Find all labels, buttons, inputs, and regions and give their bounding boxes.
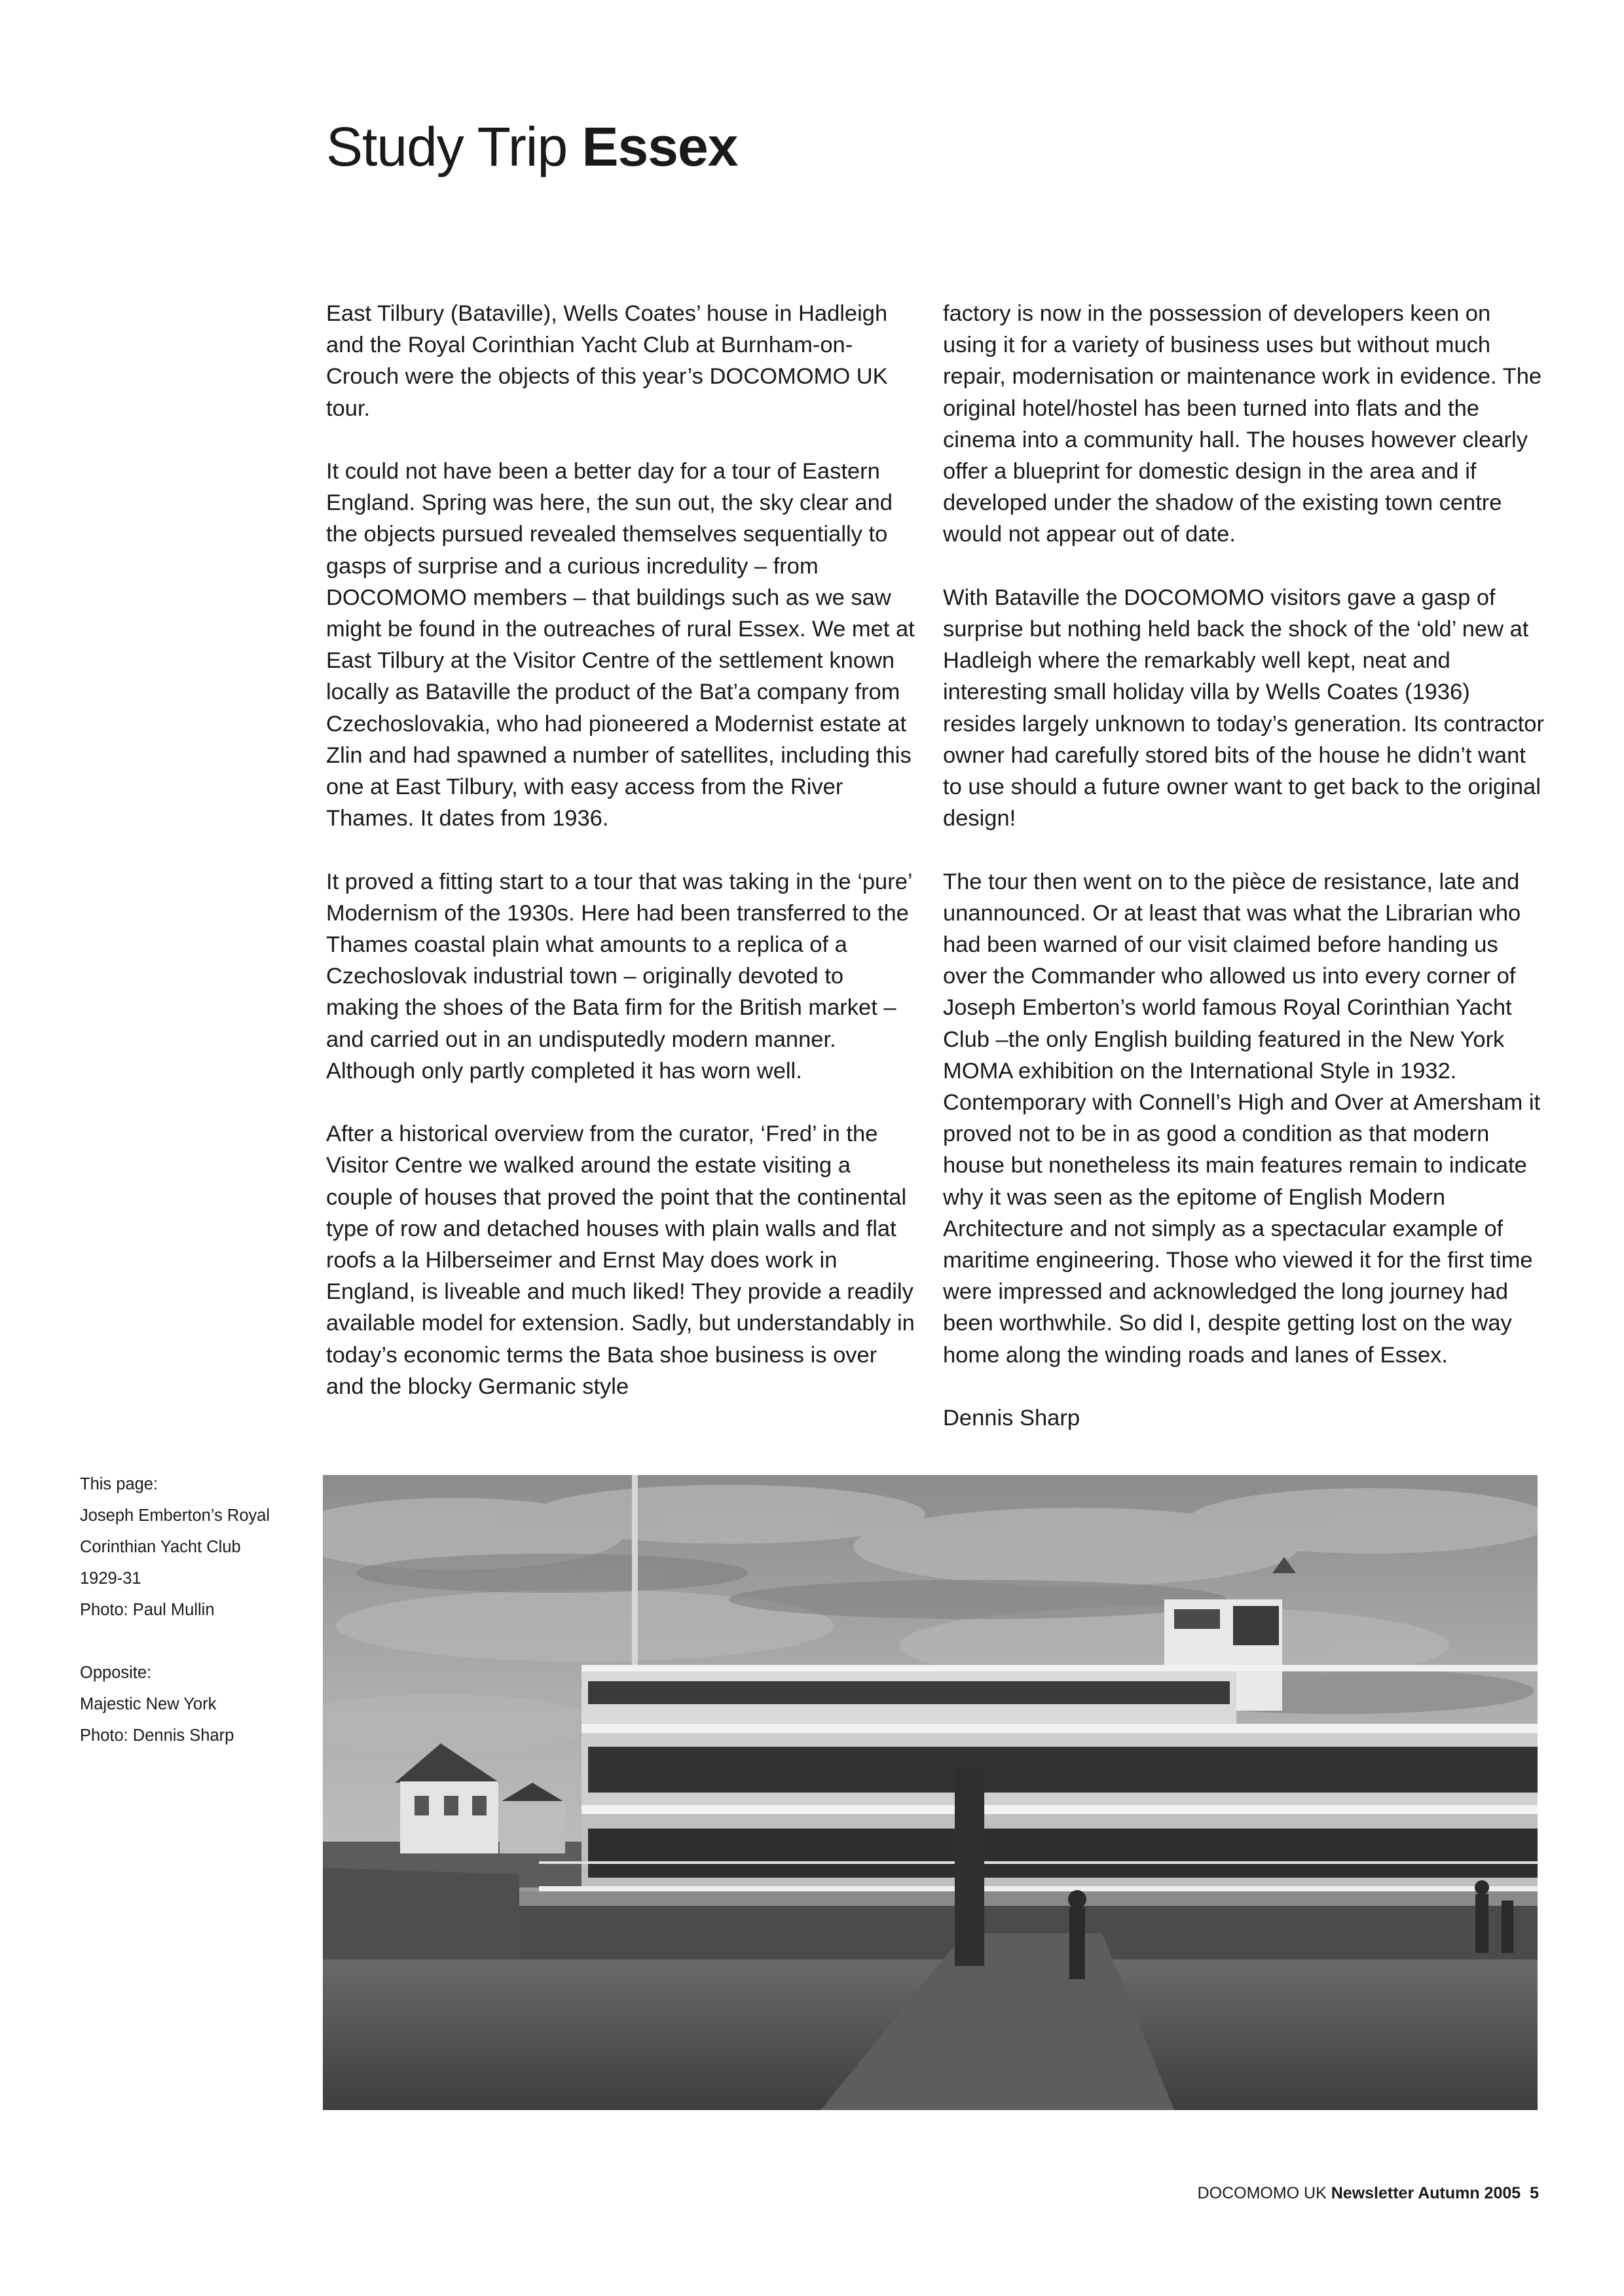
yacht-club-illustration (323, 1475, 1538, 2110)
caption-line: 1929-31 (80, 1569, 141, 1588)
title-bold: Essex (581, 116, 738, 177)
page-title (326, 117, 737, 177)
jetty-pile (955, 1770, 984, 1966)
page-footer (1198, 2184, 1539, 2203)
paragraph: After a historical overview from the curator, ‘Fred’ in the Visitor Centre we walked around the estate visiting a couple of houses that proved the point that the continental type of row and detached houses with plain walls and flat roofs a la Hilberseimer and Ernst May does work in England, is liveable and much liked! They provide a readily available model for extension. Sadly, but understandably in today’s economic terms the Bata shoe business is over and the blocky Germanic style (326, 1121, 915, 1399)
caption-label: This page: (80, 1475, 158, 1493)
caption-line: Photo: Paul Mullin (80, 1601, 215, 1619)
paragraph: factory is now in the possession of developers keen on using it for a variety of business uses but without much repair, modernisation or maintenance work in evidence. The original hotel/hostel has been turned into flats and the cinema into a community hall. The houses however clearly offer a blueprint for domestic design in the area and if developed under the shadow of the existing town centre would not appear out of date. (943, 301, 1542, 547)
paragraph: With Bataville the DOCOMOMO visitors gave a gasp of surprise but nothing held back the shock of the ‘old’ new at Hadleigh where the remarkably well kept, neat and interesting small holiday villa by Wells Coates (1936) resides largely unknown to today’s generation. Its contractor owner had carefully stored bits of the house he didn’t want to use should a future owner want to get back to the original design! (943, 585, 1544, 831)
caption-label: Opposite: (80, 1664, 152, 1682)
page-number: 5 (1530, 2184, 1539, 2202)
footer-publication: DOCOMOMO UK (1197, 2184, 1331, 2202)
footer-issue: Newsletter Autumn 2005 (1331, 2184, 1521, 2202)
article-left-column (326, 298, 915, 1434)
paragraph: The tour then went on to the pièce de resistance, late and unannounced. Or at least that was what the Librarian who had been warned of our visit claimed before handing us over the Commander who allowed us into every corner of Joseph Emberton’s world famous Royal Corinthian Yacht Club –the only English building featured in the New York MOMA exhibition on the International Style in 1932. Contemporary with Connell’s High and Over at Amersham it proved not to be in as good a condition as that modern house but nonetheless its main features remain to indicate why it was seen as the epitome of English Modern Architecture and not simply as a spectacular example of maritime engineering. Those who viewed it for the first time were impressed and acknowledged the long journey had been worthwhile. So did I, despite getting lost on the way home along the winding roads and lanes of Essex. (943, 869, 1541, 1368)
author-signature: Dennis Sharp (943, 1406, 1080, 1431)
photo-caption (80, 1468, 303, 1751)
paragraph: East Tilbury (Bataville), Wells Coates’ house in Hadleigh and the Royal Corinthian Yacht Club at Burnham-on-Crouch were the objects of this year’s DOCOMOMO UK tour. (326, 301, 888, 421)
article-right-column (943, 298, 1545, 1465)
caption-line: Photo: Dennis Sharp (80, 1726, 234, 1745)
title-regular: Study Trip (326, 116, 582, 177)
caption-line: Joseph Emberton’s Royal (80, 1506, 270, 1525)
caption-line: Corinthian Yacht Club (80, 1538, 241, 1556)
paragraph: It proved a fitting start to a tour that was taking in the ‘pure’ Modernism of the 1930s. Here had been transferred to the Thames coastal plain what amounts to a replica of a Czechoslovak industrial town – originally devoted to making the shoes of the Bata firm for the British market – and carried out in an undisputedly modern manner. Although only partly completed it has worn well. (326, 869, 912, 1084)
paragraph: It could not have been a better day for a tour of Eastern England. Spring was here, the sun out, the sky clear and the objects pursued revealed themselves sequentially to gasps of surprise and a curious incredulity – from DOCOMOMO members – that buildings such as we saw might be found in the outreaches of rural Essex. We met at East Tilbury at the Visitor Centre of the settlement known locally as Bataville the product of the Bat’a company from Czechoslovakia, who had pioneered a Modernist estate at Zlin and had spawned a number of satellites, including this one at East Tilbury, with easy access from the River Thames. It dates from 1936. (326, 459, 915, 831)
yacht-club-photo (323, 1475, 1538, 2110)
caption-line: Majestic New York (80, 1695, 217, 1713)
